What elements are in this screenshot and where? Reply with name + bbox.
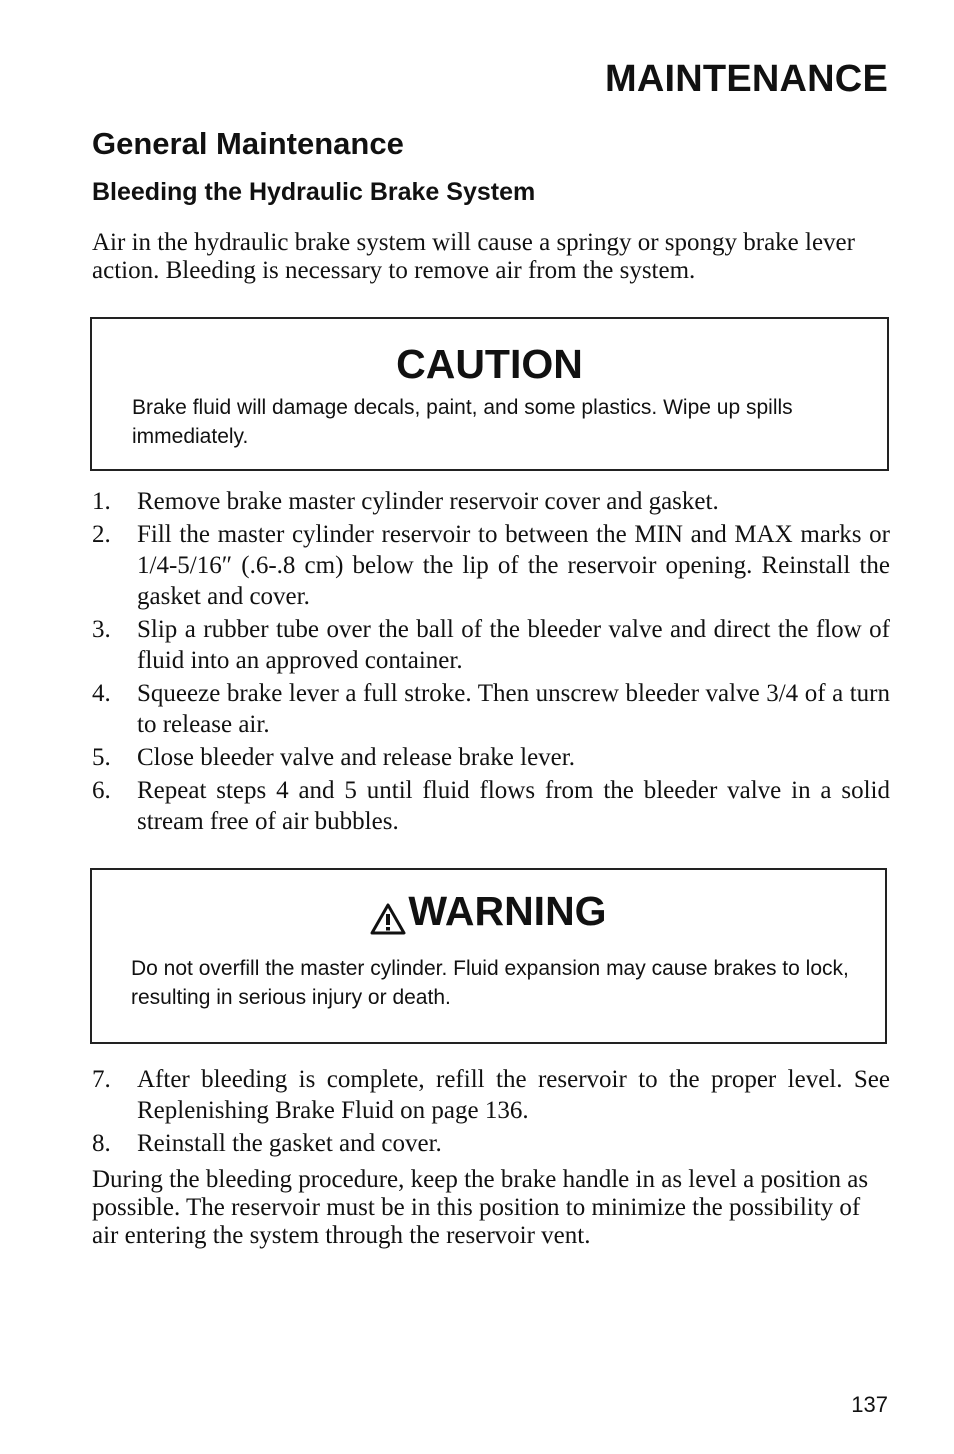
warning-triangle-icon xyxy=(370,898,406,930)
list-item xyxy=(92,678,890,740)
warning-text: Do not overfill the master cylinder. Fluid expansion may cause brakes to lock, resulting in serious injury or death. xyxy=(131,957,849,1009)
steps-list-part1 xyxy=(92,486,890,839)
list-item xyxy=(92,519,890,612)
list-item xyxy=(92,1128,890,1159)
step-number: 3. xyxy=(92,616,111,643)
step-text: Reinstall the gasket and cover. xyxy=(137,1130,442,1157)
list-item xyxy=(92,1064,890,1126)
list-item xyxy=(92,614,890,676)
list-item xyxy=(92,742,890,773)
step-text: Fill the master cylinder reservoir to between the MIN and MAX marks or 1/4-5/16″ (.6-.8 cm) below the lip of the reservoir opening. Reinstall the gasket and cover. xyxy=(137,521,890,610)
step-text: Squeeze brake lever a full stroke. Then unscrew bleeder valve 3/4 of a turn to release air. xyxy=(137,680,890,738)
intro-paragraph: Air in the hydraulic brake system will cause a springy or spongy brake lever action. Bleeding is necessary to remove air from the system. xyxy=(92,229,855,284)
step-number: 5. xyxy=(92,744,111,771)
warning-title-row xyxy=(92,888,885,934)
warning-box xyxy=(90,868,887,1044)
chapter-heading: MAINTENANCE xyxy=(605,58,888,100)
list-item xyxy=(92,486,890,517)
step-text: Remove brake master cylinder reservoir cover and gasket. xyxy=(137,488,719,515)
warning-title: WARNING xyxy=(408,888,607,934)
step-number: 4. xyxy=(92,680,111,707)
step-text: Slip a rubber tube over the ball of the bleeder valve and direct the flow of fluid into an approved container. xyxy=(137,616,890,674)
page-number: 137 xyxy=(851,1392,888,1417)
step-text: Repeat steps 4 and 5 until fluid flows from the bleeder valve in a solid stream free of air bubbles. xyxy=(137,777,890,835)
list-item xyxy=(92,775,890,837)
closing-paragraph: During the bleeding procedure, keep the brake handle in as level a position as possible. The reservoir must be in this position to minimize the possibility of air entering the system through the reservoir vent. xyxy=(92,1166,869,1249)
caution-text: Brake fluid will damage decals, paint, and some plastics. Wipe up spills immediately. xyxy=(132,396,793,448)
step-number: 2. xyxy=(92,521,111,548)
step-text: After bleeding is complete, refill the reservoir to the proper level. See Replenishing Brake Fluid on page 136. xyxy=(137,1066,890,1124)
section-title: General Maintenance xyxy=(92,126,404,161)
steps-list-part2 xyxy=(92,1064,890,1161)
step-number: 7. xyxy=(92,1066,111,1093)
step-text: Close bleeder valve and release brake lever. xyxy=(137,744,575,771)
step-number: 8. xyxy=(92,1130,111,1157)
section-subtitle: Bleeding the Hydraulic Brake System xyxy=(92,178,536,206)
caution-title: CAUTION xyxy=(396,341,583,387)
caution-box xyxy=(90,317,889,471)
step-number: 6. xyxy=(92,777,111,804)
step-number: 1. xyxy=(92,488,111,515)
